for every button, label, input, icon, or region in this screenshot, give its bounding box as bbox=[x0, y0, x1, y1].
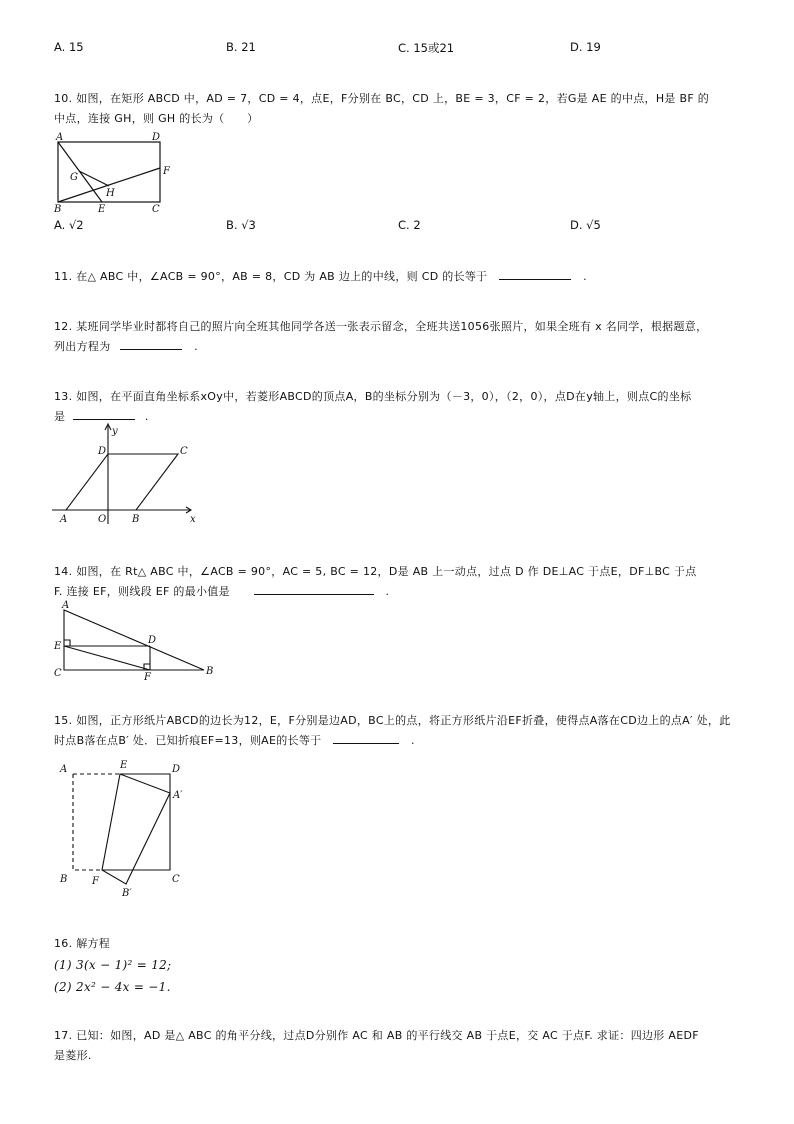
q13-label-a: A bbox=[60, 514, 68, 525]
q12-end: . bbox=[194, 340, 198, 353]
q15-label-f: F bbox=[92, 876, 99, 887]
q13-label-x: x bbox=[190, 514, 196, 525]
q14-stem-line1: 14. 如图，在 Rt△ ABC 中，∠ACB = 90°，AC = 5, BC = 12，D是 AB 上一动点，过点 D 作 DE⊥AC 于点E，DF⊥BC 于点 bbox=[54, 565, 697, 578]
q15-label-a: A bbox=[60, 764, 68, 775]
q13-label-d: D bbox=[98, 446, 107, 457]
q15-text: 时点B落在点B′ 处．已知折痕EF=13，则AE的长等于 bbox=[54, 734, 322, 747]
q15-label-e: E bbox=[120, 760, 128, 771]
q10-label-f: F bbox=[163, 166, 170, 177]
q15-stem-line1: 15. 如图，正方形纸片ABCD的边长为12，E，F分别是边AD，BC上的点，将正方形纸片沿EF折叠，使得点A落在CD边上的点A′ 处，此 bbox=[54, 714, 731, 727]
q10-label-a: A bbox=[56, 132, 64, 143]
q14-label-f: F bbox=[144, 672, 151, 682]
q13-label-c: C bbox=[180, 446, 188, 457]
q12-answer-blank[interactable] bbox=[120, 338, 182, 350]
q14-label-e: E bbox=[54, 641, 62, 652]
q13-label-o: O bbox=[98, 514, 107, 525]
q14-label-d: D bbox=[148, 635, 157, 646]
q15-label-b: B bbox=[60, 874, 68, 885]
q12-stem-line2 bbox=[54, 338, 198, 356]
q17-stem-line1: 17. 已知：如图，AD 是△ ABC 的角平分线，过点D分别作 AC 和 AB 的平行线交 AB 于点E，交 AC 于点F. 求证：四边形 AEDF bbox=[54, 1029, 699, 1042]
q10-label-e: E bbox=[98, 204, 106, 214]
q14-label-c: C bbox=[54, 668, 62, 679]
q15-stem-line2 bbox=[54, 732, 415, 750]
q10-label-c: C bbox=[152, 204, 160, 214]
q10-label-h: H bbox=[106, 188, 115, 199]
q13-label-y: y bbox=[112, 426, 118, 437]
q11-text: 11. 在△ ABC 中，∠ACB = 90°，AB = 8，CD 为 AB 边上的中线，则 CD 的长等于 bbox=[54, 270, 488, 283]
q15-answer-blank[interactable] bbox=[333, 732, 399, 744]
q9-choice-c: C. 15或21 bbox=[398, 41, 455, 55]
q13-rhombus-coordinate-figure bbox=[48, 420, 208, 530]
q13-stem-line1: 13. 如图，在平面直角坐标系xOy中，若菱形ABCD的顶点A，B的坐标分别为（－3，0），（2，0），点D在y轴上，则点C的坐标 bbox=[54, 390, 692, 403]
q15-label-b-prime: B′ bbox=[122, 888, 132, 899]
q16-equation-2: (2) 2x² − 4x = −1. bbox=[54, 980, 171, 994]
q14-label-b: B bbox=[206, 666, 214, 677]
q10-choice-d: D. √5 bbox=[570, 218, 601, 232]
q9-choice-a: A. 15 bbox=[54, 40, 84, 54]
q13-end: . bbox=[144, 410, 149, 423]
q10-stem-line1: 10. 如图，在矩形 ABCD 中，AD = 7，CD = 4，点E，F分别在 BC，CD 上，BE = 3，CF = 2，若G是 AE 的中点，H是 BF 的 bbox=[54, 92, 710, 105]
q13-text: 是 bbox=[54, 410, 66, 423]
q11-answer-blank[interactable] bbox=[499, 268, 571, 280]
q10-choice-b: B. √3 bbox=[226, 218, 256, 232]
q14-right-triangle-figure bbox=[50, 598, 220, 682]
q15-label-d: D bbox=[172, 764, 181, 775]
q14-label-a: A bbox=[62, 600, 70, 611]
q10-choice-a: A. √2 bbox=[54, 218, 84, 232]
q14-text: F. 连接 EF，则线段 EF 的最小值是 bbox=[54, 585, 230, 598]
q14-end: . bbox=[385, 585, 390, 598]
q10-label-g: G bbox=[70, 172, 78, 183]
q15-label-c: C bbox=[172, 874, 180, 885]
q15-folded-square-figure bbox=[54, 756, 204, 904]
q10-rectangle-figure bbox=[50, 130, 180, 214]
q15-end: . bbox=[411, 734, 415, 747]
q17-stem-line2: 是菱形. bbox=[54, 1049, 92, 1062]
q13-answer-blank[interactable] bbox=[73, 408, 135, 420]
q10-stem-line2: 中点，连接 GH，则 GH 的长为（ ） bbox=[54, 112, 259, 125]
q14-answer-blank[interactable] bbox=[254, 583, 374, 595]
q16-equation-1: (1) 3(x − 1)² = 12; bbox=[54, 958, 172, 972]
q16-title: 16. 解方程 bbox=[54, 937, 111, 950]
q10-label-d: D bbox=[152, 132, 161, 143]
q11-end: . bbox=[583, 270, 587, 283]
q13-label-b: B bbox=[132, 514, 140, 525]
q10-choice-c: C. 2 bbox=[398, 218, 421, 232]
q15-label-a-prime: A′ bbox=[173, 790, 183, 801]
q10-label-b: B bbox=[54, 204, 62, 214]
q12-stem-line1: 12. 某班同学毕业时都将自己的照片向全班其他同学各送一张表示留念，全班共送1056张照片，如果全班有 x 名同学，根据题意， bbox=[54, 320, 708, 333]
q11-stem bbox=[54, 268, 587, 286]
q12-text: 列出方程为 bbox=[54, 340, 111, 353]
q9-choice-d: D. 19 bbox=[570, 40, 601, 54]
q9-choice-b: B. 21 bbox=[226, 40, 256, 54]
